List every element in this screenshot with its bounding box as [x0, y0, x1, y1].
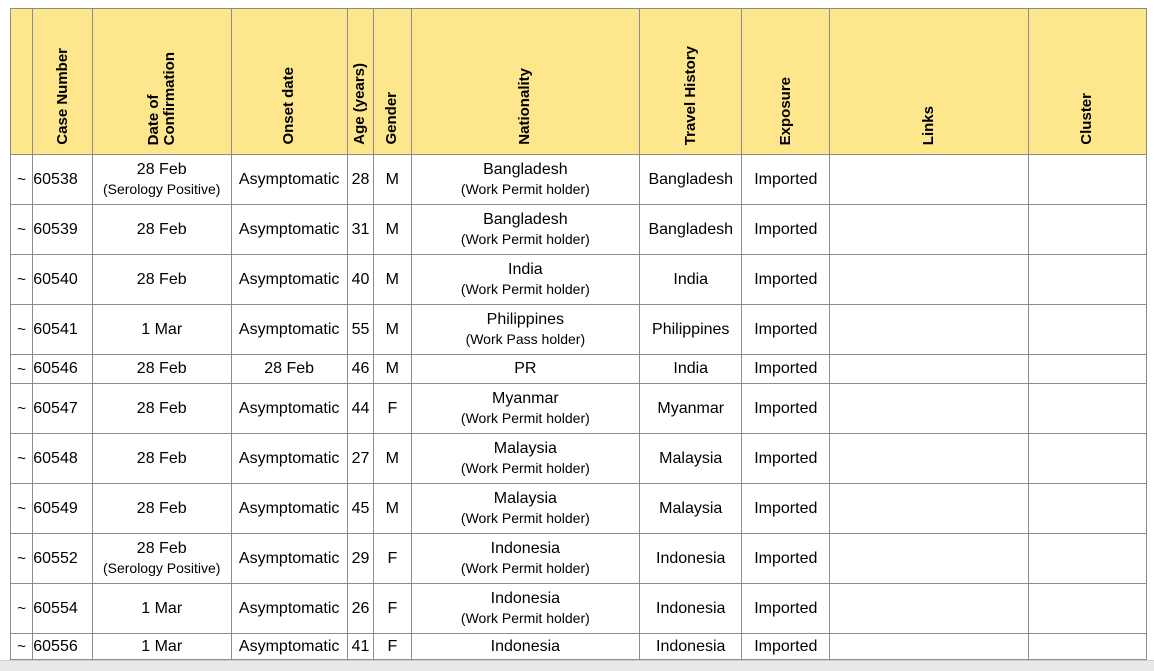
- onset-date: Asymptomatic: [238, 637, 340, 655]
- gender: F: [387, 637, 398, 655]
- nationality: Bangladesh: [483, 161, 568, 178]
- cell-case-number[interactable]: [33, 355, 93, 384]
- cell-nationality[interactable]: [411, 305, 640, 355]
- cell-nationality[interactable]: [411, 534, 640, 584]
- travel-history: Malaysia: [659, 449, 723, 467]
- cases-table: [10, 8, 1147, 660]
- cell-exposure[interactable]: [742, 384, 830, 434]
- cell-exposure[interactable]: [742, 484, 830, 534]
- header-case-number[interactable]: Case Number: [33, 9, 93, 155]
- travel-history: Malaysia: [659, 499, 723, 517]
- travel-history: Indonesia: [656, 599, 726, 617]
- age: 45: [351, 499, 370, 517]
- cell-nationality[interactable]: [411, 205, 640, 255]
- exposure: Imported: [754, 360, 818, 377]
- exposure: Imported: [754, 270, 818, 288]
- cell-exposure[interactable]: [742, 434, 830, 484]
- cell-cluster[interactable]: [1028, 484, 1146, 534]
- case-number: 60549: [33, 499, 78, 517]
- cell-age[interactable]: [347, 355, 373, 384]
- nationality-note: (Work Permit holder): [460, 460, 590, 476]
- age: 55: [351, 320, 370, 338]
- row-marker[interactable]: [11, 384, 33, 434]
- table-row[interactable]: [11, 305, 1147, 355]
- cell-age[interactable]: [347, 534, 373, 584]
- cell-travel-history[interactable]: [640, 534, 742, 584]
- cell-onset-date[interactable]: [231, 384, 347, 434]
- cell-travel-history[interactable]: [640, 584, 742, 634]
- case-number: 60552: [33, 549, 78, 567]
- nationality: PR: [514, 360, 537, 377]
- cell-gender[interactable]: [374, 255, 411, 305]
- table-row[interactable]: [11, 534, 1147, 584]
- age: 29: [351, 549, 370, 567]
- cell-exposure[interactable]: [742, 305, 830, 355]
- gender: M: [385, 360, 399, 377]
- gender: F: [387, 399, 398, 417]
- cell-exposure[interactable]: [742, 355, 830, 384]
- cell-gender[interactable]: [374, 384, 411, 434]
- cell-links[interactable]: [830, 255, 1028, 305]
- cell-nationality[interactable]: [411, 155, 640, 205]
- cell-travel-history[interactable]: [640, 205, 742, 255]
- travel-history: India: [673, 270, 709, 288]
- header-date-of-confirmation[interactable]: Date of Confirmation: [92, 9, 231, 155]
- cell-nationality[interactable]: [411, 634, 640, 660]
- cell-onset-date[interactable]: [231, 305, 347, 355]
- onset-date: Asymptomatic: [238, 449, 340, 467]
- cell-exposure[interactable]: [742, 205, 830, 255]
- header-gender[interactable]: Gender: [374, 9, 411, 155]
- case-number: 60556: [33, 637, 78, 655]
- header-row: [11, 9, 1147, 155]
- exposure: Imported: [754, 320, 818, 338]
- case-number: 60540: [33, 270, 78, 288]
- cell-cluster[interactable]: [1028, 205, 1146, 255]
- cell-date-of-confirmation[interactable]: [92, 255, 231, 305]
- cell-gender[interactable]: [374, 534, 411, 584]
- cell-case-number[interactable]: [33, 434, 93, 484]
- cell-date-of-confirmation[interactable]: [92, 434, 231, 484]
- cell-travel-history[interactable]: [640, 305, 742, 355]
- row-marker[interactable]: [11, 205, 33, 255]
- confirmation-date: 28 Feb: [136, 161, 187, 178]
- exposure: Imported: [754, 449, 818, 467]
- cell-links[interactable]: [830, 205, 1028, 255]
- gender: M: [385, 170, 399, 188]
- cell-onset-date[interactable]: [231, 155, 347, 205]
- header-age[interactable]: Age (years): [347, 9, 373, 155]
- cell-cluster[interactable]: [1028, 255, 1146, 305]
- cell-date-of-confirmation[interactable]: [92, 634, 231, 660]
- nationality: Indonesia: [490, 590, 561, 607]
- cell-gender[interactable]: [374, 305, 411, 355]
- cell-links[interactable]: [830, 534, 1028, 584]
- row-marker[interactable]: [11, 155, 33, 205]
- row-marker[interactable]: [11, 355, 33, 384]
- cell-date-of-confirmation[interactable]: [92, 534, 231, 584]
- header-nationality[interactable]: Nationality: [411, 9, 640, 155]
- confirmation-date: 1 Mar: [141, 637, 183, 655]
- nationality: India: [508, 261, 543, 278]
- row-marker-text: ~: [17, 550, 26, 567]
- case-number: 60546: [33, 360, 78, 377]
- cell-case-number[interactable]: [33, 155, 93, 205]
- cell-exposure[interactable]: [742, 155, 830, 205]
- cell-nationality[interactable]: [411, 355, 640, 384]
- cell-cluster[interactable]: [1028, 305, 1146, 355]
- cell-age[interactable]: [347, 384, 373, 434]
- table-row[interactable]: [11, 384, 1147, 434]
- cell-date-of-confirmation[interactable]: [92, 355, 231, 384]
- cell-nationality[interactable]: [411, 484, 640, 534]
- confirmation-date: 28 Feb: [136, 270, 187, 288]
- cell-links[interactable]: [830, 305, 1028, 355]
- gender: M: [385, 220, 399, 238]
- nationality: Bangladesh: [483, 211, 568, 228]
- cell-links[interactable]: [830, 155, 1028, 205]
- confirmation-date: 28 Feb: [136, 449, 187, 467]
- nationality-note: (Work Permit holder): [460, 281, 590, 297]
- confirmation-date: 28 Feb: [136, 540, 187, 557]
- row-marker-text: ~: [17, 271, 26, 288]
- cell-date-of-confirmation[interactable]: [92, 584, 231, 634]
- cell-gender[interactable]: [374, 634, 411, 660]
- row-marker-text: ~: [17, 400, 26, 417]
- cell-travel-history[interactable]: [640, 255, 742, 305]
- header-links[interactable]: Links: [830, 9, 1028, 155]
- cell-travel-history[interactable]: [640, 434, 742, 484]
- cell-case-number[interactable]: [33, 534, 93, 584]
- onset-date: Asymptomatic: [238, 270, 340, 288]
- header-marker: [11, 9, 33, 155]
- table-row[interactable]: [11, 484, 1147, 534]
- cell-travel-history[interactable]: [640, 484, 742, 534]
- cell-gender[interactable]: [374, 584, 411, 634]
- travel-history: Philippines: [652, 320, 730, 338]
- nationality: Indonesia: [490, 637, 561, 655]
- gender: M: [385, 320, 399, 338]
- cell-onset-date[interactable]: [231, 205, 347, 255]
- age: 44: [351, 399, 370, 417]
- case-number: 60541: [33, 320, 78, 338]
- exposure: Imported: [754, 599, 818, 617]
- cell-links[interactable]: [830, 355, 1028, 384]
- header-exposure[interactable]: Exposure: [742, 9, 830, 155]
- row-marker-text: ~: [17, 321, 26, 338]
- case-number: 60554: [33, 599, 78, 617]
- cell-exposure[interactable]: [742, 534, 830, 584]
- cell-onset-date[interactable]: [231, 255, 347, 305]
- confirmation-date: 28 Feb: [136, 499, 187, 517]
- exposure: Imported: [754, 220, 818, 238]
- cell-age[interactable]: [347, 434, 373, 484]
- nationality-note: (Work Permit holder): [460, 610, 590, 626]
- gender: M: [385, 449, 399, 467]
- cell-cluster[interactable]: [1028, 384, 1146, 434]
- row-marker-text: ~: [17, 221, 26, 238]
- cell-case-number[interactable]: [33, 305, 93, 355]
- travel-history: India: [673, 360, 709, 377]
- cell-case-number[interactable]: [33, 584, 93, 634]
- nationality: Malaysia: [493, 490, 557, 507]
- table-row[interactable]: [11, 634, 1147, 660]
- onset-date: Asymptomatic: [238, 599, 340, 617]
- table-row[interactable]: [11, 434, 1147, 484]
- cell-gender[interactable]: [374, 484, 411, 534]
- cell-cluster[interactable]: [1028, 355, 1146, 384]
- cell-onset-date[interactable]: [231, 634, 347, 660]
- gender: F: [387, 599, 398, 617]
- nationality-note: (Work Pass holder): [465, 331, 586, 347]
- cell-case-number[interactable]: [33, 484, 93, 534]
- nationality: Philippines: [486, 311, 565, 328]
- confirmation-date: 1 Mar: [141, 320, 183, 338]
- nationality-note: (Work Permit holder): [460, 231, 590, 247]
- header-onset-date[interactable]: Onset date: [231, 9, 347, 155]
- cell-links[interactable]: [830, 384, 1028, 434]
- header-cluster[interactable]: Cluster: [1028, 9, 1146, 155]
- gender: F: [387, 549, 398, 567]
- cell-gender[interactable]: [374, 355, 411, 384]
- age: 40: [351, 270, 370, 288]
- header-travel-history[interactable]: Travel History: [640, 9, 742, 155]
- cell-links[interactable]: [830, 434, 1028, 484]
- row-marker-text: ~: [17, 360, 26, 378]
- case-number: 60538: [33, 170, 78, 188]
- cell-cluster[interactable]: [1028, 434, 1146, 484]
- table-row[interactable]: [11, 155, 1147, 205]
- cell-cluster[interactable]: [1028, 155, 1146, 205]
- row-marker[interactable]: [11, 434, 33, 484]
- cell-age[interactable]: [347, 255, 373, 305]
- cell-case-number[interactable]: [33, 205, 93, 255]
- confirmation-date: 28 Feb: [136, 360, 187, 377]
- table-row[interactable]: [11, 355, 1147, 384]
- onset-date: 28 Feb: [264, 360, 315, 377]
- row-marker[interactable]: [11, 305, 33, 355]
- cell-date-of-confirmation[interactable]: [92, 384, 231, 434]
- nationality: Malaysia: [493, 440, 557, 457]
- row-marker[interactable]: [11, 534, 33, 584]
- cell-case-number[interactable]: [33, 384, 93, 434]
- exposure: Imported: [754, 170, 818, 188]
- row-marker[interactable]: [11, 634, 33, 660]
- travel-history: Bangladesh: [648, 170, 733, 188]
- cell-travel-history[interactable]: [640, 355, 742, 384]
- cell-cluster[interactable]: [1028, 534, 1146, 584]
- travel-history: Indonesia: [656, 549, 726, 567]
- row-marker[interactable]: [11, 584, 33, 634]
- row-marker-text: ~: [17, 450, 26, 467]
- confirmation-date: 28 Feb: [136, 399, 187, 417]
- age: 27: [351, 449, 370, 467]
- cell-nationality[interactable]: [411, 255, 640, 305]
- cell-onset-date[interactable]: [231, 434, 347, 484]
- cell-gender[interactable]: [374, 434, 411, 484]
- cell-age[interactable]: [347, 584, 373, 634]
- nationality-note: (Work Permit holder): [460, 510, 590, 526]
- row-marker-text: ~: [17, 638, 26, 655]
- cell-travel-history[interactable]: [640, 155, 742, 205]
- cell-age[interactable]: [347, 155, 373, 205]
- onset-date: Asymptomatic: [238, 320, 340, 338]
- exposure: Imported: [754, 549, 818, 567]
- table-row[interactable]: [11, 205, 1147, 255]
- row-marker-text: ~: [17, 500, 26, 517]
- case-number: 60539: [33, 220, 78, 238]
- cell-age[interactable]: [347, 205, 373, 255]
- onset-date: Asymptomatic: [238, 170, 340, 188]
- cell-exposure[interactable]: [742, 255, 830, 305]
- age: 28: [351, 170, 370, 188]
- cell-onset-date[interactable]: [231, 534, 347, 584]
- cell-gender[interactable]: [374, 205, 411, 255]
- gender: M: [385, 270, 399, 288]
- table-row[interactable]: [11, 255, 1147, 305]
- cell-travel-history[interactable]: [640, 384, 742, 434]
- travel-history: Indonesia: [656, 637, 726, 655]
- age: 26: [351, 599, 370, 617]
- age: 31: [351, 220, 370, 238]
- cell-onset-date[interactable]: [231, 584, 347, 634]
- onset-date: Asymptomatic: [238, 220, 340, 238]
- cell-onset-date[interactable]: [231, 484, 347, 534]
- nationality-note: (Work Permit holder): [460, 410, 590, 426]
- cell-nationality[interactable]: [411, 384, 640, 434]
- table-row[interactable]: [11, 584, 1147, 634]
- travel-history: Bangladesh: [648, 220, 733, 238]
- cell-date-of-confirmation[interactable]: [92, 155, 231, 205]
- case-number: 60547: [33, 399, 78, 417]
- age: 41: [351, 637, 370, 655]
- age: 46: [351, 360, 370, 377]
- cell-links[interactable]: [830, 634, 1028, 660]
- cell-gender[interactable]: [374, 155, 411, 205]
- cell-case-number[interactable]: [33, 634, 93, 660]
- confirmation-note: (Serology Positive): [102, 181, 221, 197]
- cell-age[interactable]: [347, 305, 373, 355]
- gender: M: [385, 499, 399, 517]
- exposure: Imported: [754, 399, 818, 417]
- row-marker-text: ~: [17, 600, 26, 617]
- case-number: 60548: [33, 449, 78, 467]
- cell-exposure[interactable]: [742, 634, 830, 660]
- nationality: Indonesia: [490, 540, 561, 557]
- onset-date: Asymptomatic: [238, 549, 340, 567]
- horizontal-scrollbar[interactable]: [0, 660, 1154, 671]
- cell-travel-history[interactable]: [640, 634, 742, 660]
- onset-date: Asymptomatic: [238, 399, 340, 417]
- confirmation-note: (Serology Positive): [102, 560, 221, 576]
- row-marker[interactable]: [11, 255, 33, 305]
- exposure: Imported: [754, 637, 818, 655]
- travel-history: Myanmar: [657, 399, 725, 417]
- nationality-note: (Work Permit holder): [460, 560, 590, 576]
- cell-date-of-confirmation[interactable]: [92, 305, 231, 355]
- cell-links[interactable]: [830, 584, 1028, 634]
- cell-date-of-confirmation[interactable]: [92, 484, 231, 534]
- cell-exposure[interactable]: [742, 584, 830, 634]
- nationality: Myanmar: [492, 390, 559, 407]
- nationality-note: (Work Permit holder): [460, 181, 590, 197]
- cell-onset-date[interactable]: [231, 355, 347, 384]
- confirmation-date: 1 Mar: [141, 599, 183, 617]
- row-marker[interactable]: [11, 484, 33, 534]
- cell-nationality[interactable]: [411, 434, 640, 484]
- cell-links[interactable]: [830, 484, 1028, 534]
- cell-cluster[interactable]: [1028, 634, 1146, 660]
- cell-date-of-confirmation[interactable]: [92, 205, 231, 255]
- cell-nationality[interactable]: [411, 584, 640, 634]
- cell-age[interactable]: [347, 484, 373, 534]
- cell-case-number[interactable]: [33, 255, 93, 305]
- onset-date: Asymptomatic: [238, 499, 340, 517]
- cell-cluster[interactable]: [1028, 584, 1146, 634]
- confirmation-date: 28 Feb: [136, 220, 187, 238]
- exposure: Imported: [754, 499, 818, 517]
- cell-age[interactable]: [347, 634, 373, 660]
- row-marker-text: ~: [17, 171, 26, 188]
